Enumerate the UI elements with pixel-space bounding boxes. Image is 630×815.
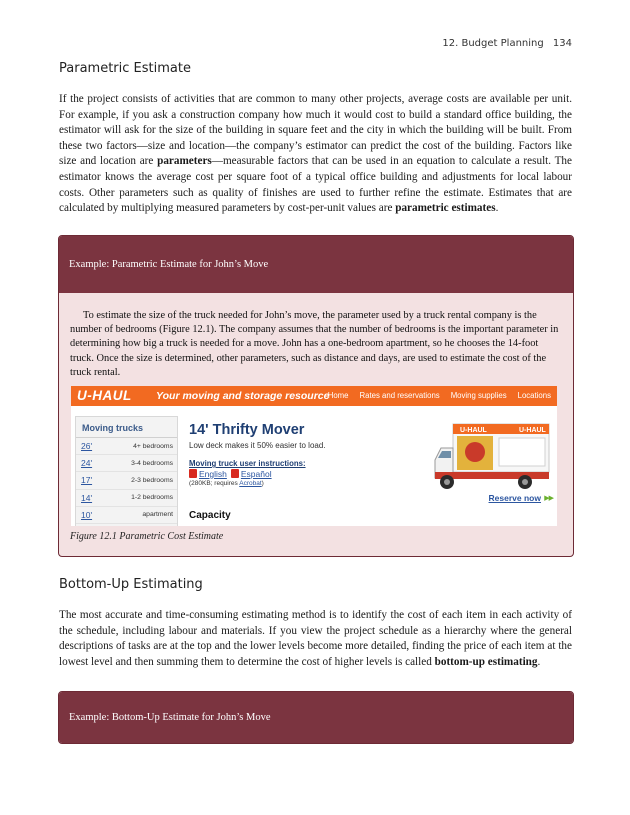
truck-row [76,455,177,472]
product-title: 14' Thrifty Mover [189,422,305,439]
truck-brand-2: U-HAUL [519,427,546,435]
truck-side-panel [499,438,545,466]
nav-home: Home [327,391,349,401]
running-head [442,38,572,49]
truck-size: 24' [81,458,93,469]
instructions-label: Moving truck user instructions: [189,459,306,469]
truck-bedrooms: 1-2 bedrooms [131,494,173,502]
text-run: —measurable factors that can be used in an equation to calculate a result. The estimator knows the average cost per square foot of a typical office building and adjustments for local labour costs. Other parameters such as quality of finishes are used to further refine the estimate. Estimates that are calculated by multiplying measured parameters by cost-per-unit values are [59,155,572,215]
example-body [59,293,573,380]
parametric-paragraph [59,92,572,217]
truck-row [76,438,177,455]
nav-rates: Rates and reservations [359,391,440,401]
example-title: Example: Parametric Estimate for John’s Move [69,259,269,270]
truck-graphic-circle [465,442,485,462]
figure-caption: Figure 12.1 Parametric Cost Estimate [70,531,224,543]
chevron-right-icon: ▶▶ [544,494,553,503]
section-title-bottom-up: Bottom-Up Estimating [59,577,203,592]
truck-brand-1: U-HAUL [460,427,487,435]
uhaul-logo: U-HAUL [77,388,132,404]
file-note-text: (280KB; requires [189,480,240,488]
pdf-icon [189,469,197,478]
term-bottom-up: bottom-up estimating [434,655,538,668]
acrobat-link: Acrobat [239,480,262,488]
reserve-now-link: Reserve now [488,493,541,504]
uhaul-tagline: Your moving and storage resource [156,390,330,403]
term-parameters: parameters [157,155,212,168]
section-title-parametric: Parametric Estimate [59,61,191,76]
truck-row [76,472,177,489]
product-subtitle: Low deck makes it 50% easier to load. [189,441,326,451]
nav-locations: Locations [517,391,551,401]
file-note [189,480,326,487]
truck-image [433,420,551,492]
truck-bedrooms: 3-4 bedrooms [131,459,173,467]
language-links [189,469,326,479]
spanish-link: Español [240,469,272,480]
text-run: If the project consists of activities that are common to many other projects, average costs are available per unit. For example, if you ask a construction company how much it would cost to build a standard office building, the estimator will ask for the size of the building in square feet and the city in which the building will be built. From these two factors—size and location—the company’s estimator can predict the cost of the building. Factors like size and location are [59,93,572,168]
english-link: English [199,469,227,480]
term-parametric-estimates: parametric estimates [395,202,496,215]
example-box-bottom-up [58,691,574,744]
truck-row [76,507,177,524]
truck-row [76,490,177,507]
text-run: The most accurate and time-consuming estimating method is to identify the cost of each item in each activity of the schedule, including labour and materials. If you view the project schedule as a hierarchy where the general descriptions of tasks are at the top and the lower levels become more detailed, finding the price of each item at the lowest level and then summing them to determine the cost of higher levels is called [59,609,572,668]
nav-supplies: Moving supplies [450,391,507,401]
truck-size-sidebar [75,416,178,526]
truck-size: 14' [81,492,93,503]
product-info [189,422,326,487]
text-run: . [537,655,541,668]
example-title-bar [59,236,573,293]
pdf-icon [231,469,239,478]
truck-size: 17' [81,475,93,486]
example-box-parametric [58,235,574,557]
text-run: . [495,202,499,215]
truck-bedrooms: 2-3 bedrooms [131,476,173,484]
chapter-title: 12. Budget Planning [442,38,544,49]
truck-size: 26' [81,441,93,452]
example-title-bar [59,692,573,743]
truck-hub-rear [522,479,528,485]
file-note-end: ) [261,480,264,488]
truck-bedrooms: 4+ bedrooms [133,442,173,450]
truck-hub-front [444,479,450,485]
example-text: To estimate the size of the truck needed for John’s move, the parameter used by a truck rental company is the number of bedrooms (Figure 12.1). The company assumes that the number of bedrooms is the important parameter in determining how big a truck is needed for a move. John has a one-bedroom apartment, so he chooses the 14-foot truck. Once the size is determined, other parameters, such as distance and days, are used to estimate the cost of the truck rental. [70,310,559,378]
uhaul-screenshot [71,386,557,526]
page-number: 134 [552,38,572,49]
truck-size: 10' [81,509,93,520]
sidebar-title: Moving trucks [76,417,177,438]
bottom-up-paragraph [59,608,572,670]
example-title: Example: Bottom-Up Estimate for John’s Move [69,712,271,723]
uhaul-nav [328,391,551,400]
uhaul-top-bar [71,386,557,406]
capacity-heading: Capacity [189,510,231,522]
truck-bedrooms: apartment [142,511,173,519]
